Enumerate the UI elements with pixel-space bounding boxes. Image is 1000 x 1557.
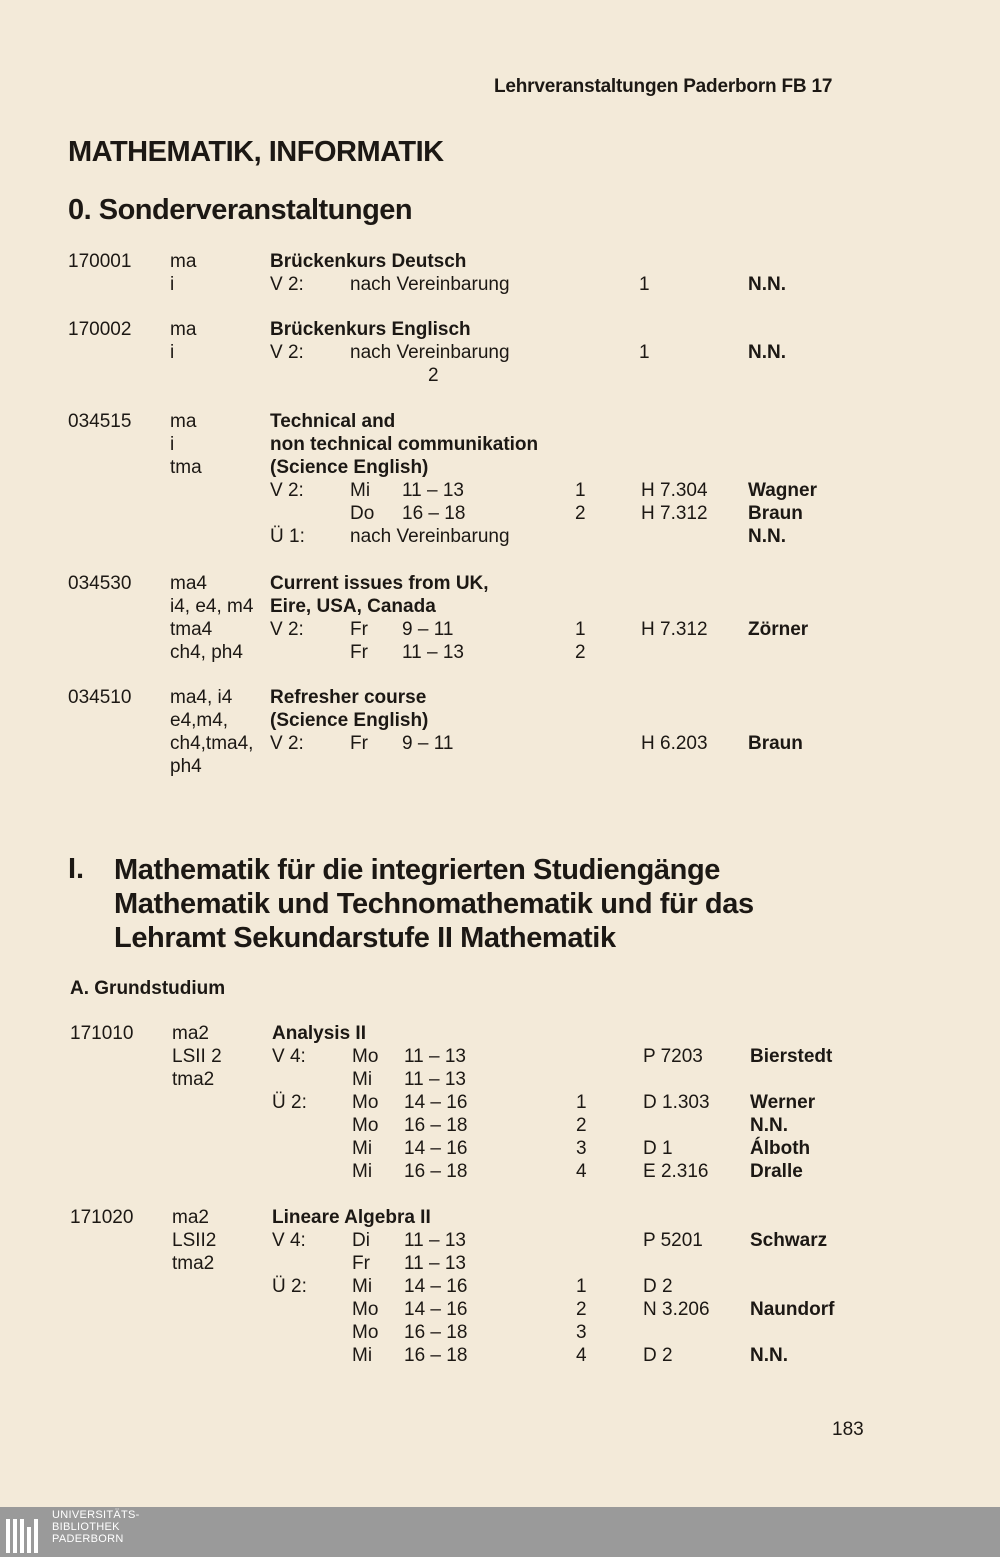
room: H 7.304 [641,480,708,501]
subsection-title: A. Grundstudium [70,978,226,999]
course-code: LSII2 [172,1230,217,1251]
course-code: ma [170,411,197,432]
group-number: 2 [575,503,586,524]
session-time: 16 – 18 [404,1345,468,1366]
course-code: tma4 [170,619,213,640]
group-number: 1 [639,274,650,295]
session-day: Mi [352,1276,373,1297]
session-type: Ü 2: [272,1092,307,1113]
lecturer: Werner [750,1092,816,1113]
lecturer: Álboth [750,1138,811,1159]
group-number: 4 [576,1345,587,1366]
course-title: (Science English) [270,457,429,478]
section-heading-line: Lehramt Sekundarstufe II Mathematik [114,922,616,954]
session-day: Di [352,1230,370,1251]
course-code: ch4,tma4, [170,733,254,754]
session-time: 14 – 16 [404,1299,468,1320]
session-time: 16 – 18 [404,1161,468,1182]
group-number: 1 [575,619,586,640]
group-number: 3 [576,1322,587,1343]
course-title: Refresher course [270,687,427,708]
session-time: 16 – 18 [404,1322,468,1343]
course-title: Brückenkurs Deutsch [270,251,467,272]
room: D 2 [643,1276,673,1297]
library-name-line: BIBLIOTHEK [52,1521,120,1533]
session-day: Mo [352,1299,379,1320]
group-number: 2 [576,1299,587,1320]
room: H 6.203 [641,733,708,754]
session-time: 11 – 13 [402,642,464,663]
lecturer: Schwarz [750,1230,828,1251]
page-number: 183 [832,1419,864,1440]
course-title: Analysis II [272,1023,366,1044]
lecturer: Zörner [748,619,809,640]
lecturer: N.N. [750,1345,788,1366]
session-day: Mi [352,1161,373,1182]
room: D 2 [643,1345,673,1366]
course-number: 170002 [68,319,132,340]
session-time: 9 – 11 [402,733,454,754]
course-code: ma [170,251,197,272]
library-name-line: UNIVERSITÄTS- [52,1509,140,1521]
library-footer [0,1507,1000,1557]
session-type: V 4: [272,1230,306,1251]
group-number: 1 [576,1276,587,1297]
running-header: Lehrveranstaltungen Paderborn FB 17 [494,76,833,97]
group-number: 1 [575,480,586,501]
course-number: 034515 [68,411,132,432]
session-type: V 4: [272,1046,306,1067]
room: H 7.312 [641,619,708,640]
session-time: 11 – 13 [404,1069,466,1090]
room: D 1 [643,1138,673,1159]
course-title: Brückenkurs Englisch [270,319,471,340]
course-number: 171020 [70,1207,134,1228]
session-time: 11 – 13 [404,1046,466,1067]
room: D 1.303 [643,1092,710,1113]
session-type: V 2: [270,480,304,501]
lecturer: Bierstedt [750,1046,833,1067]
group-number: 2 [575,642,586,663]
session-time: 14 – 16 [404,1138,468,1159]
course-code: ch4, ph4 [170,642,243,663]
course-number: 034530 [68,573,132,594]
room: H 7.312 [641,503,708,524]
session-day: Mo [352,1092,379,1113]
session-time: 11 – 13 [402,480,464,501]
session-time: 16 – 18 [404,1115,468,1136]
lecturer: N.N. [748,526,786,547]
course-code: tma [170,457,202,478]
lecturer: N.N. [748,274,786,295]
room: N 3.206 [643,1299,710,1320]
course-code: i [170,342,175,363]
course-code: i4, e4, m4 [170,596,254,617]
session-time: 16 – 18 [402,503,466,524]
library-name [52,1509,140,1545]
course-code: ma4 [170,573,207,594]
session-day: nach Vereinbarung [350,342,510,363]
session-day: Mi [352,1069,373,1090]
course-title: non technical communikation [270,434,539,455]
session-day: Do [350,503,375,524]
session-type: Ü 1: [270,526,305,547]
session-day: nach Vereinbarung [350,274,510,295]
session-day: Mi [350,480,371,501]
course-code: tma2 [172,1069,215,1090]
course-code: LSII 2 [172,1046,222,1067]
room: P 7203 [643,1046,703,1067]
room: P 5201 [643,1230,703,1251]
course-code: ma [170,319,197,340]
course-number: 034510 [68,687,132,708]
lecturer: Dralle [750,1161,803,1182]
session-day: Mo [352,1322,379,1343]
session-day: Mo [352,1115,379,1136]
course-number: 171010 [70,1023,134,1044]
section-heading-line: Mathematik und Technomathematik und für das [114,888,754,920]
session-day: Fr [350,642,368,663]
section-number: I. [68,853,85,885]
session-type: V 2: [270,342,304,363]
session-time: 11 – 13 [404,1253,466,1274]
course-number: 170001 [68,251,132,272]
course-code: i [170,434,175,455]
lecturer: N.N. [750,1115,788,1136]
session-day: Mi [352,1345,373,1366]
session-type: V 2: [270,619,304,640]
course-title: Lineare Algebra II [272,1207,431,1228]
group-number: 4 [576,1161,587,1182]
group-number: 1 [639,342,650,363]
course-title: Eire, USA, Canada [270,596,436,617]
group-number: 1 [576,1092,587,1113]
course-code: ph4 [170,756,202,777]
section-heading-line: Mathematik für die integrierten Studiengänge [114,854,720,886]
session-day: Fr [350,733,368,754]
session-day: nach Vereinbarung [350,526,510,547]
section-heading [114,853,754,955]
session-time: 11 – 13 [404,1230,466,1251]
group-number: 3 [576,1138,587,1159]
course-code: ma2 [172,1023,209,1044]
course-code: i [170,274,175,295]
section-title: 0. Sonderveranstaltungen [68,194,413,226]
course-title: Current issues from UK, [270,573,489,594]
session-day: Mi [352,1138,373,1159]
lecturer: Braun [748,503,803,524]
library-name-line: PADERBORN [52,1533,124,1545]
lecturer: Naundorf [750,1299,835,1320]
session-time: 2 [428,365,439,386]
course-code: tma2 [172,1253,215,1274]
page-title: MATHEMATIK, INFORMATIK [68,136,444,168]
session-day: Fr [350,619,368,640]
session-time: 14 – 16 [404,1276,468,1297]
room: E 2.316 [643,1161,709,1182]
course-code: e4,m4, [170,710,229,731]
lecturer: Wagner [748,480,817,501]
session-time: 14 – 16 [404,1092,468,1113]
lecturer: N.N. [748,342,786,363]
session-type: V 2: [270,733,304,754]
course-title: Technical and [270,411,396,432]
course-code: ma2 [172,1207,209,1228]
session-type: Ü 2: [272,1276,307,1297]
lecturer: Braun [748,733,803,754]
session-time: 9 – 11 [402,619,454,640]
course-title: (Science English) [270,710,429,731]
course-code: ma4, i4 [170,687,233,708]
session-type: V 2: [270,274,304,295]
group-number: 2 [576,1115,587,1136]
session-day: Fr [352,1253,370,1274]
library-logo-icon [4,1515,44,1555]
session-day: Mo [352,1046,379,1067]
